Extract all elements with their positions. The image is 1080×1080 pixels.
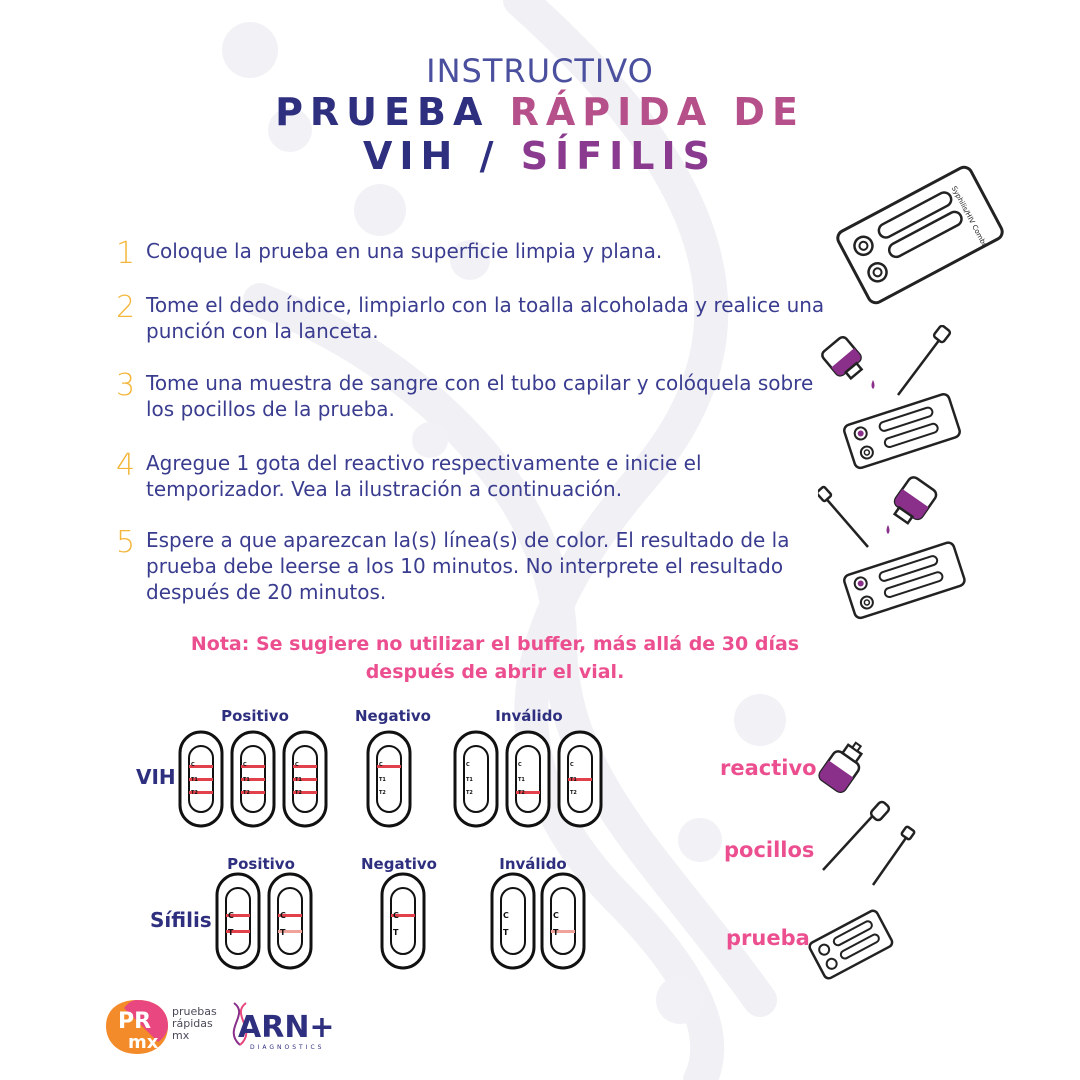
step-text: Tome una muestra de sangre con el tubo capilar y colóquela sobre los pocillos de la prueba. (146, 371, 814, 421)
strip-mark-c: C (570, 762, 574, 768)
legend-prueba: prueba (726, 926, 810, 950)
strip-mark-c: C (503, 911, 509, 920)
note (0, 630, 990, 686)
sifilis-strip-positivo-2 (269, 874, 311, 968)
arn-subtitle: DIAGNOSTICS (250, 1044, 325, 1051)
test-cassette-icon (805, 905, 895, 985)
svg-text:PR: PR (118, 1009, 152, 1034)
vih-strip-negativo (368, 732, 410, 826)
sifilis-row-label: Sífilis (150, 908, 212, 932)
prmx-word-3: mx (172, 1029, 190, 1042)
prmx-wordmark (172, 1006, 217, 1042)
step-number: 2 (116, 290, 136, 325)
note-line-2: después de abrir el vial. (365, 661, 625, 683)
title-line3-vih: VIH / (362, 134, 521, 178)
step-number: 1 (116, 236, 136, 271)
sifilis-strip-negativo (382, 874, 424, 968)
strip-mark-t2: T2 (191, 790, 198, 796)
strip-mark-t1: T1 (295, 777, 302, 783)
step-number: 3 (116, 368, 136, 403)
strip-mark-c: C (379, 762, 383, 768)
strip-mark-t1: T1 (570, 777, 577, 783)
vih-negativo-label: Negativo (355, 707, 431, 725)
strip-mark-t: T (503, 928, 509, 937)
vih-strip-positivo-2 (232, 732, 274, 826)
vih-strip-positivo-1 (180, 732, 222, 826)
strip-mark-t2: T2 (243, 790, 250, 796)
strip-mark-c: C (295, 762, 299, 768)
step-text: Coloque la prueba en una superficie limpia y plana. (146, 239, 663, 263)
strip-mark-t: T (228, 928, 234, 937)
strip-mark-t2: T2 (379, 790, 386, 796)
sifilis-invalido-label: Inválido (499, 855, 567, 873)
strip-mark-t1: T1 (518, 777, 525, 783)
vih-strip-positivo-3 (284, 732, 326, 826)
strip-mark-t1: T1 (379, 777, 386, 783)
title-line2 (0, 90, 1080, 134)
prmx-logo (104, 998, 170, 1056)
sifilis-strip-invalido-1 (492, 874, 534, 968)
legend-pocillos: pocillos (724, 838, 815, 862)
sifilis-results-strips (212, 872, 592, 972)
dropper-on-cassette-illustration (818, 325, 968, 470)
strip-mark-t: T (553, 928, 559, 937)
sifilis-strip-positivo-1 (217, 874, 259, 968)
strip-mark-t: T (393, 928, 399, 937)
step-text: Tome el dedo índice, limpiarlo con la toalla alcoholada y realice una punción con la lanceta. (146, 293, 825, 343)
reagent-bottle-icon (815, 738, 870, 798)
strip-mark-t1: T1 (191, 777, 198, 783)
vih-results-strips (175, 730, 615, 830)
strip-mark-t: T (280, 928, 286, 937)
vih-invalido-label: Inválido (495, 707, 563, 725)
strip-mark-c: C (518, 762, 522, 768)
arn-logo (220, 995, 360, 1055)
strip-mark-c: C (280, 911, 286, 920)
sifilis-negativo-label: Negativo (361, 855, 437, 873)
strip-mark-t1: T1 (243, 777, 250, 783)
title-line2-rapida: RÁPIDA DE (509, 90, 805, 134)
strip-mark-t2: T2 (518, 790, 525, 796)
vih-strip-invalido-3 (559, 732, 601, 826)
prmx-word-1: pruebas (172, 1005, 217, 1018)
test-cassette-illustration (830, 160, 1010, 310)
step-number: 5 (116, 525, 136, 560)
strip-mark-c: C (243, 762, 247, 768)
svg-text:mx: mx (128, 1032, 159, 1053)
strip-mark-c: C (228, 911, 234, 920)
step-text: Espere a que aparezcan la(s) línea(s) de color. El resultado de la prueba debe leerse a los 10 minutos. No interprete el resultado después de 20 minutos. (146, 528, 790, 604)
vih-positivo-label: Positivo (221, 707, 289, 725)
note-line-1: Nota: Se sugiere no utilizar el buffer, más allá de 30 días (190, 633, 800, 655)
vih-strip-invalido-2 (507, 732, 549, 826)
sifilis-strip-invalido-2 (542, 874, 584, 968)
pipette-icon (808, 800, 918, 890)
vih-row-label: VIH (136, 765, 176, 789)
strip-mark-c: C (553, 911, 559, 920)
title-line2-prueba: PRUEBA (275, 90, 510, 134)
legend-reactivo: reactivo (720, 756, 817, 780)
title-line3-sifilis: SÍFILIS (520, 134, 718, 178)
strip-mark-c: C (466, 762, 470, 768)
step-text: Agregue 1 gota del reactivo respectivamente e inicie el temporizador. Vea la ilustración a continuación. (146, 451, 702, 501)
strip-mark-t1: T1 (466, 777, 473, 783)
sifilis-positivo-label: Positivo (227, 855, 295, 873)
prmx-word-2: rápidas (172, 1017, 213, 1030)
arn-wordmark: ARN+ (238, 1010, 335, 1045)
strip-mark-t2: T2 (295, 790, 302, 796)
reagent-bottle-on-cassette-illustration (818, 475, 973, 620)
title-instructivo: INSTRUCTIVO (426, 52, 654, 90)
strip-mark-t2: T2 (466, 790, 473, 796)
vih-strip-invalido-1 (455, 732, 497, 826)
cassette-label: Syphilis/HIV Combo (949, 184, 989, 249)
strip-mark-c: C (191, 762, 195, 768)
strip-mark-c: C (393, 911, 399, 920)
step-number: 4 (116, 448, 136, 483)
strip-mark-t2: T2 (570, 790, 577, 796)
